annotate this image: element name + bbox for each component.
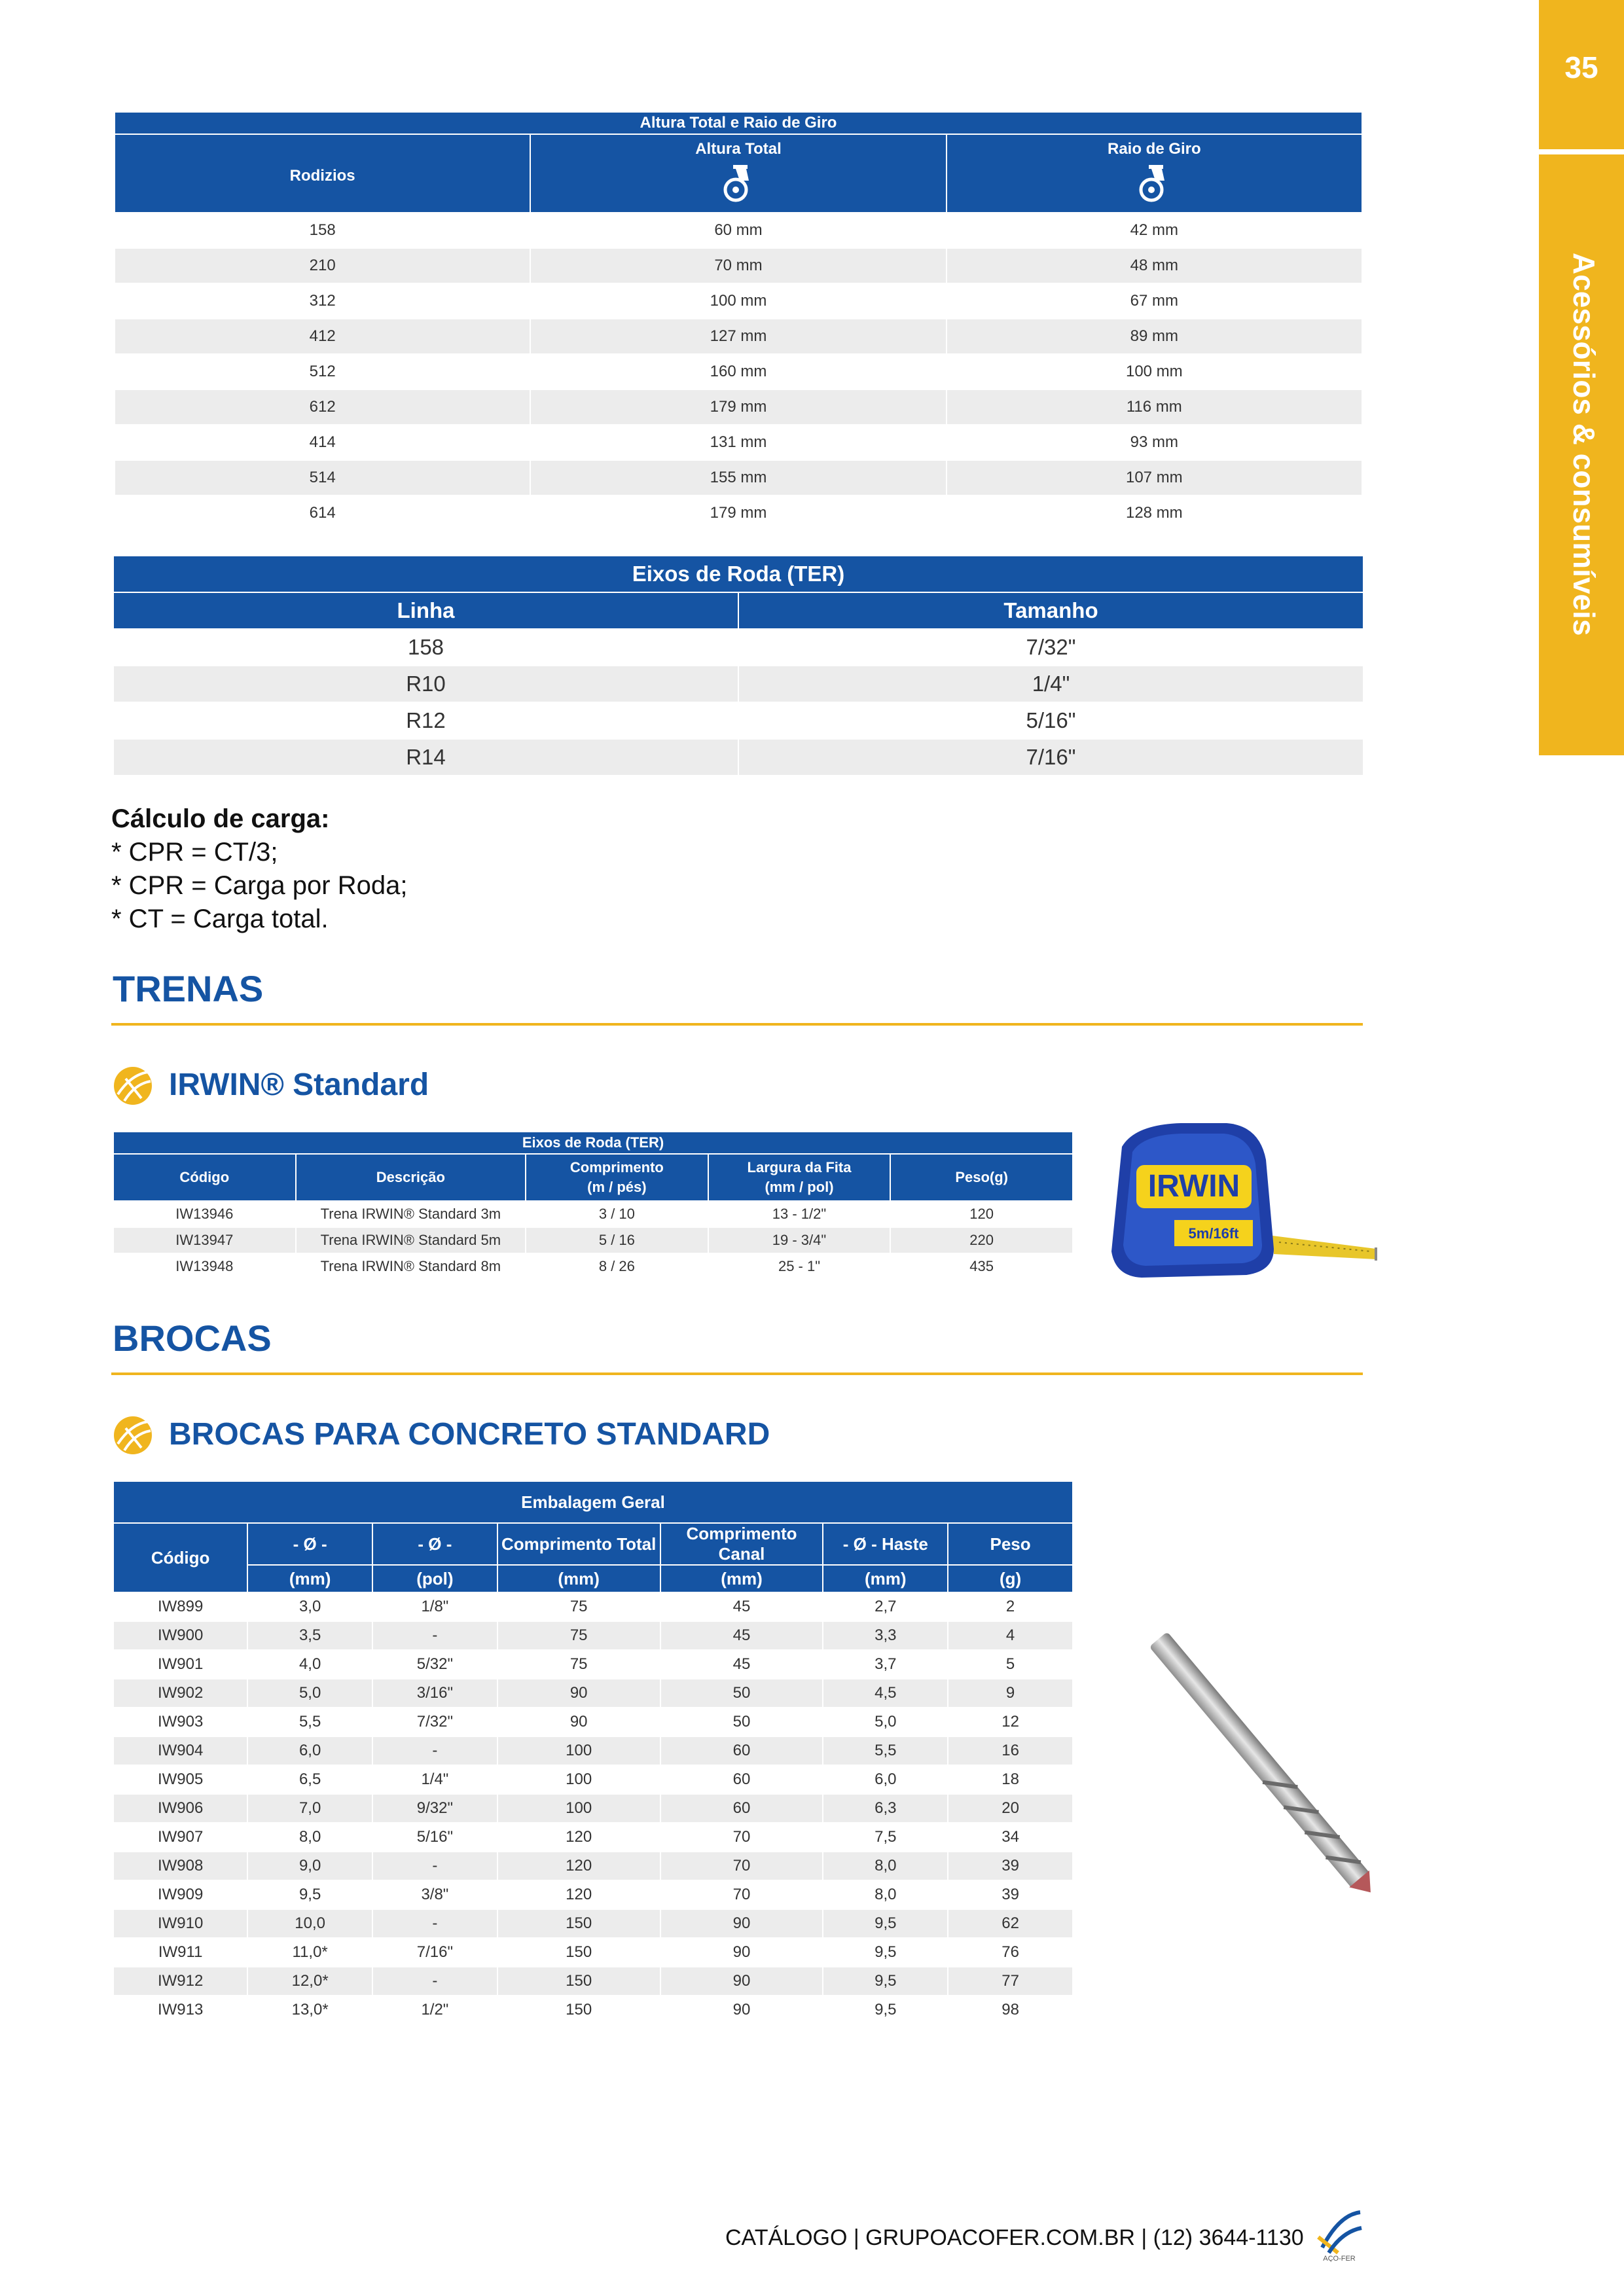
table-cell: 179 mm [531, 496, 945, 530]
col-comprimento [526, 1155, 708, 1200]
table-cell: 5,0 [823, 1708, 947, 1736]
table-cell: 412 [115, 319, 530, 353]
table-row [114, 1622, 1072, 1649]
table-cell: 210 [115, 249, 530, 283]
tape-size-text: 5m/16ft [1188, 1225, 1239, 1242]
tape-measure-image [1102, 1121, 1377, 1288]
table-cell: IW902 [114, 1679, 247, 1707]
logo-text: AÇO-FER [1323, 2255, 1356, 2262]
table-cell: 1/2" [373, 1996, 497, 2024]
table-cell: 34 [948, 1823, 1072, 1851]
table-cell: 77 [948, 1967, 1072, 1995]
table-cell: 9,5 [248, 1881, 372, 1909]
table-cell: IW910 [114, 1910, 247, 1937]
table-cell: 60 [661, 1795, 823, 1822]
col-linha: Linha [114, 593, 738, 628]
table-cell: 76 [948, 1939, 1072, 1966]
unit-comprimento-total: (mm) [498, 1566, 660, 1592]
table-cell: 90 [498, 1679, 660, 1707]
table-cell: 4,5 [823, 1679, 947, 1707]
table-cell: 12,0* [248, 1967, 372, 1995]
table-cell: IW905 [114, 1766, 247, 1793]
section-tab-label: Acessórios & consumíveis [1567, 253, 1601, 636]
unit-diametro-mm: (mm) [248, 1566, 372, 1592]
table-cell: 5/16" [373, 1823, 497, 1851]
table-cell: Trena IRWIN® Standard 3m [297, 1202, 525, 1227]
table-cell: 16 [948, 1737, 1072, 1765]
drill-bit-image [1113, 1601, 1414, 1928]
table-cell: 131 mm [531, 425, 945, 459]
table-cell: 19 - 3/4" [709, 1228, 890, 1253]
table-row [114, 1939, 1072, 1966]
acofer-logo [1316, 2208, 1363, 2262]
table-cell: 75 [498, 1622, 660, 1649]
col-diametro-mm: - Ø - [248, 1524, 372, 1564]
table-cell: 98 [948, 1996, 1072, 2024]
table-cell: - [373, 1967, 497, 1995]
col-comprimento-total: Comprimento Total [498, 1524, 660, 1564]
table-cell: 7/32" [373, 1708, 497, 1736]
trenas-table [113, 1131, 1074, 1280]
table-cell: - [373, 1852, 497, 1880]
table-cell: 3,0 [248, 1593, 372, 1621]
col-altura-total [531, 135, 945, 212]
table-row [114, 1823, 1072, 1851]
table-cell: 3,7 [823, 1651, 947, 1678]
table-cell: IW903 [114, 1708, 247, 1736]
table-row [115, 425, 1362, 459]
table-row [115, 284, 1362, 318]
table-cell: 5/32" [373, 1651, 497, 1678]
table-cell: 45 [661, 1593, 823, 1621]
table-row [115, 213, 1362, 247]
table-cell: 220 [891, 1228, 1072, 1253]
table-cell: 60 mm [531, 213, 945, 247]
calc-title: Cálculo de carga: [111, 804, 330, 833]
table-cell: 612 [115, 390, 530, 424]
table-cell: 120 [498, 1881, 660, 1909]
table-cell: 150 [498, 1967, 660, 1995]
col-comprimento-label: Comprimento [569, 1159, 664, 1175]
table-cell: 100 mm [531, 284, 945, 318]
table-cell: 127 mm [531, 319, 945, 353]
table-row [115, 390, 1362, 424]
table-cell: 9,0 [248, 1852, 372, 1880]
brocas-table-title: Embalagem Geral [114, 1482, 1072, 1522]
table-cell: 120 [891, 1202, 1072, 1227]
table-row [115, 249, 1362, 283]
table-cell: 4,0 [248, 1651, 372, 1678]
table-cell: IW904 [114, 1737, 247, 1765]
table-cell: 100 [498, 1766, 660, 1793]
table-row [114, 1852, 1072, 1880]
table-cell: 62 [948, 1910, 1072, 1937]
table-cell: 614 [115, 496, 530, 530]
table-cell: 12 [948, 1708, 1072, 1736]
table-cell: 128 mm [947, 496, 1362, 530]
table-cell: 93 mm [947, 425, 1362, 459]
table-cell: IW899 [114, 1593, 247, 1621]
table-cell: 10,0 [248, 1910, 372, 1937]
section-divider [111, 1023, 1363, 1026]
table-cell: IW912 [114, 1967, 247, 1995]
table-cell: 155 mm [531, 461, 945, 495]
table-cell: - [373, 1910, 497, 1937]
eixos-table-title: Eixos de Roda (TER) [114, 556, 1363, 592]
unit-peso: (g) [948, 1566, 1072, 1592]
table-cell: 70 [661, 1823, 823, 1851]
table-row [114, 703, 1363, 738]
col-haste: - Ø - Haste [823, 1524, 947, 1564]
table-cell: 9 [948, 1679, 1072, 1707]
table-cell: 9,5 [823, 1967, 947, 1995]
table-cell: 8 / 26 [526, 1254, 708, 1279]
table-cell: - [373, 1737, 497, 1765]
table-cell: 158 [114, 630, 738, 665]
table-cell: 5,5 [248, 1708, 372, 1736]
table-cell: 9,5 [823, 1939, 947, 1966]
table-row [114, 1679, 1072, 1707]
table-row [114, 740, 1363, 775]
unit-diametro-pol: (pol) [373, 1566, 497, 1592]
trenas-table-body [114, 1202, 1072, 1279]
table-cell: 312 [115, 284, 530, 318]
table-cell: 89 mm [947, 319, 1362, 353]
table-cell: 179 mm [531, 390, 945, 424]
table-cell: 2,7 [823, 1593, 947, 1621]
table-cell: 435 [891, 1254, 1072, 1279]
table-cell: 158 [115, 213, 530, 247]
table-cell: 13 - 1/2" [709, 1202, 890, 1227]
table-cell: IW13946 [114, 1202, 295, 1227]
table-cell: 1/8" [373, 1593, 497, 1621]
table-row [115, 355, 1362, 389]
table-cell: IW901 [114, 1651, 247, 1678]
table-row [114, 1766, 1072, 1793]
table-row [115, 319, 1362, 353]
table-row [114, 1708, 1072, 1736]
bullet-icon [113, 1415, 153, 1456]
rodizios-table-body [115, 213, 1362, 530]
table-cell: 1/4" [373, 1766, 497, 1793]
table-cell: 7/32" [739, 630, 1363, 665]
table-cell: IW908 [114, 1852, 247, 1880]
table-row [115, 496, 1362, 530]
table-cell: 48 mm [947, 249, 1362, 283]
table-row [115, 461, 1362, 495]
rodizios-table [114, 111, 1363, 531]
table-cell: 20 [948, 1795, 1072, 1822]
table-cell: 60 [661, 1766, 823, 1793]
table-cell: 150 [498, 1939, 660, 1966]
table-cell: 6,0 [823, 1766, 947, 1793]
table-cell: 5,0 [248, 1679, 372, 1707]
table-cell: IW906 [114, 1795, 247, 1822]
table-cell: 45 [661, 1622, 823, 1649]
calc-line: * CT = Carga total. [111, 905, 329, 933]
col-altura-total-label: Altura Total [695, 140, 782, 158]
table-row [114, 1910, 1072, 1937]
tape-brand-text: IRWIN [1147, 1169, 1240, 1204]
table-cell: Trena IRWIN® Standard 8m [297, 1254, 525, 1279]
table-cell: 5 / 16 [526, 1228, 708, 1253]
trenas-table-title: Eixos de Roda (TER) [114, 1132, 1072, 1153]
table-cell: 5,5 [823, 1737, 947, 1765]
table-cell: 120 [498, 1852, 660, 1880]
table-cell: Trena IRWIN® Standard 5m [297, 1228, 525, 1253]
table-row [114, 666, 1363, 702]
calc-block [111, 802, 407, 936]
table-cell: 100 [498, 1737, 660, 1765]
table-cell: IW909 [114, 1881, 247, 1909]
caster-radius-icon [1136, 164, 1172, 203]
brocas-table [113, 1480, 1074, 2025]
table-cell: 70 mm [531, 249, 945, 283]
subtitle-brocas-concreto: BROCAS PARA CONCRETO STANDARD [169, 1417, 770, 1452]
rodizios-table-title: Altura Total e Raio de Giro [115, 113, 1362, 134]
table-cell: 42 mm [947, 213, 1362, 247]
table-row [114, 1881, 1072, 1909]
table-cell: 150 [498, 1996, 660, 2024]
eixos-table-body [114, 630, 1363, 775]
table-row [114, 1651, 1072, 1678]
table-cell: 60 [661, 1737, 823, 1765]
table-cell: 414 [115, 425, 530, 459]
table-cell: 90 [498, 1708, 660, 1736]
table-cell: 7,0 [248, 1795, 372, 1822]
page-number: 35 [1564, 50, 1598, 84]
col-tamanho: Tamanho [739, 593, 1363, 628]
col-raio-giro [947, 135, 1362, 212]
table-cell: 100 mm [947, 355, 1362, 389]
table-cell: 9,5 [823, 1996, 947, 2024]
table-cell: IW913 [114, 1996, 247, 2024]
table-cell: 6,5 [248, 1766, 372, 1793]
table-cell: 6,0 [248, 1737, 372, 1765]
table-row [114, 1996, 1072, 2024]
table-cell: 9,5 [823, 1910, 947, 1937]
table-cell: 5/16" [739, 703, 1363, 738]
table-cell: R10 [114, 666, 738, 702]
table-cell: 120 [498, 1823, 660, 1851]
col-largura [709, 1155, 890, 1200]
table-cell: 514 [115, 461, 530, 495]
table-row [114, 630, 1363, 665]
table-cell: 8,0 [823, 1852, 947, 1880]
table-cell: 512 [115, 355, 530, 389]
table-row [114, 1967, 1072, 1995]
table-cell: IW13947 [114, 1228, 295, 1253]
table-cell: 39 [948, 1881, 1072, 1909]
table-cell: 3/8" [373, 1881, 497, 1909]
page-number-tab [1539, 0, 1624, 149]
table-cell: 7,5 [823, 1823, 947, 1851]
table-cell: 150 [498, 1910, 660, 1937]
table-cell: 3,3 [823, 1622, 947, 1649]
unit-haste: (mm) [823, 1566, 947, 1592]
table-cell: 3 / 10 [526, 1202, 708, 1227]
table-cell: 67 mm [947, 284, 1362, 318]
table-cell: 3,5 [248, 1622, 372, 1649]
table-cell: 90 [661, 1910, 823, 1937]
table-cell: 90 [661, 1939, 823, 1966]
table-cell: 18 [948, 1766, 1072, 1793]
table-cell: 3/16" [373, 1679, 497, 1707]
calc-line: * CPR = CT/3; [111, 838, 278, 867]
table-cell: 70 [661, 1852, 823, 1880]
table-cell: 4 [948, 1622, 1072, 1649]
table-cell: 39 [948, 1852, 1072, 1880]
table-cell: R12 [114, 703, 738, 738]
bullet-icon [113, 1066, 153, 1106]
table-cell: 25 - 1" [709, 1254, 890, 1279]
table-cell: 1/4" [739, 666, 1363, 702]
table-cell: 7/16" [373, 1939, 497, 1966]
table-cell: 50 [661, 1679, 823, 1707]
table-cell: 75 [498, 1593, 660, 1621]
table-row [114, 1202, 1072, 1227]
table-cell: IW911 [114, 1939, 247, 1966]
col-descricao: Descrição [297, 1155, 525, 1200]
table-cell: R14 [114, 740, 738, 775]
table-cell: 8,0 [823, 1881, 947, 1909]
table-cell: 100 [498, 1795, 660, 1822]
table-cell: IW900 [114, 1622, 247, 1649]
caster-height-icon [720, 164, 757, 203]
col-codigo: Código [114, 1524, 247, 1592]
col-peso: Peso(g) [891, 1155, 1072, 1200]
table-cell: 11,0* [248, 1939, 372, 1966]
section-title-brocas: BROCAS [113, 1318, 272, 1359]
table-cell: 7/16" [739, 740, 1363, 775]
table-cell: - [373, 1622, 497, 1649]
table-cell: 90 [661, 1996, 823, 2024]
col-peso: Peso [948, 1524, 1072, 1564]
col-codigo: Código [114, 1155, 295, 1200]
section-tab [1539, 154, 1624, 755]
col-comprimento-canal: Comprimento Canal [661, 1524, 823, 1564]
brocas-table-body [114, 1593, 1072, 2024]
col-comprimento-unit: (m / pés) [587, 1179, 647, 1195]
table-cell: 45 [661, 1651, 823, 1678]
table-cell: 8,0 [248, 1823, 372, 1851]
col-rodizios: Rodizios [115, 135, 530, 212]
table-cell: 75 [498, 1651, 660, 1678]
table-cell: 70 [661, 1881, 823, 1909]
table-cell: 6,3 [823, 1795, 947, 1822]
table-cell: IW13948 [114, 1254, 295, 1279]
table-row [114, 1254, 1072, 1279]
col-diametro-pol: - Ø - [373, 1524, 497, 1564]
calc-line: * CPR = Carga por Roda; [111, 871, 408, 900]
section-divider [111, 1372, 1363, 1375]
table-cell: 116 mm [947, 390, 1362, 424]
table-row [114, 1737, 1072, 1765]
col-raio-giro-label: Raio de Giro [1107, 140, 1201, 158]
footer-text: CATÁLOGO | GRUPOACOFER.COM.BR | (12) 3644-1130 [725, 2225, 1304, 2250]
table-cell: 9/32" [373, 1795, 497, 1822]
eixos-table [113, 555, 1364, 776]
subtitle-irwin-standard: IRWIN® Standard [169, 1067, 429, 1102]
table-cell: IW907 [114, 1823, 247, 1851]
table-cell: 5 [948, 1651, 1072, 1678]
section-title-trenas: TRENAS [113, 968, 264, 1009]
table-row [114, 1795, 1072, 1822]
table-row [114, 1593, 1072, 1621]
table-cell: 50 [661, 1708, 823, 1736]
table-cell: 13,0* [248, 1996, 372, 2024]
unit-comprimento-canal: (mm) [661, 1566, 823, 1592]
table-cell: 107 mm [947, 461, 1362, 495]
col-largura-label: Largura da Fita [747, 1159, 852, 1175]
table-cell: 160 mm [531, 355, 945, 389]
table-cell: 2 [948, 1593, 1072, 1621]
table-row [114, 1228, 1072, 1253]
table-cell: 90 [661, 1967, 823, 1995]
col-largura-unit: (mm / pol) [765, 1179, 834, 1195]
